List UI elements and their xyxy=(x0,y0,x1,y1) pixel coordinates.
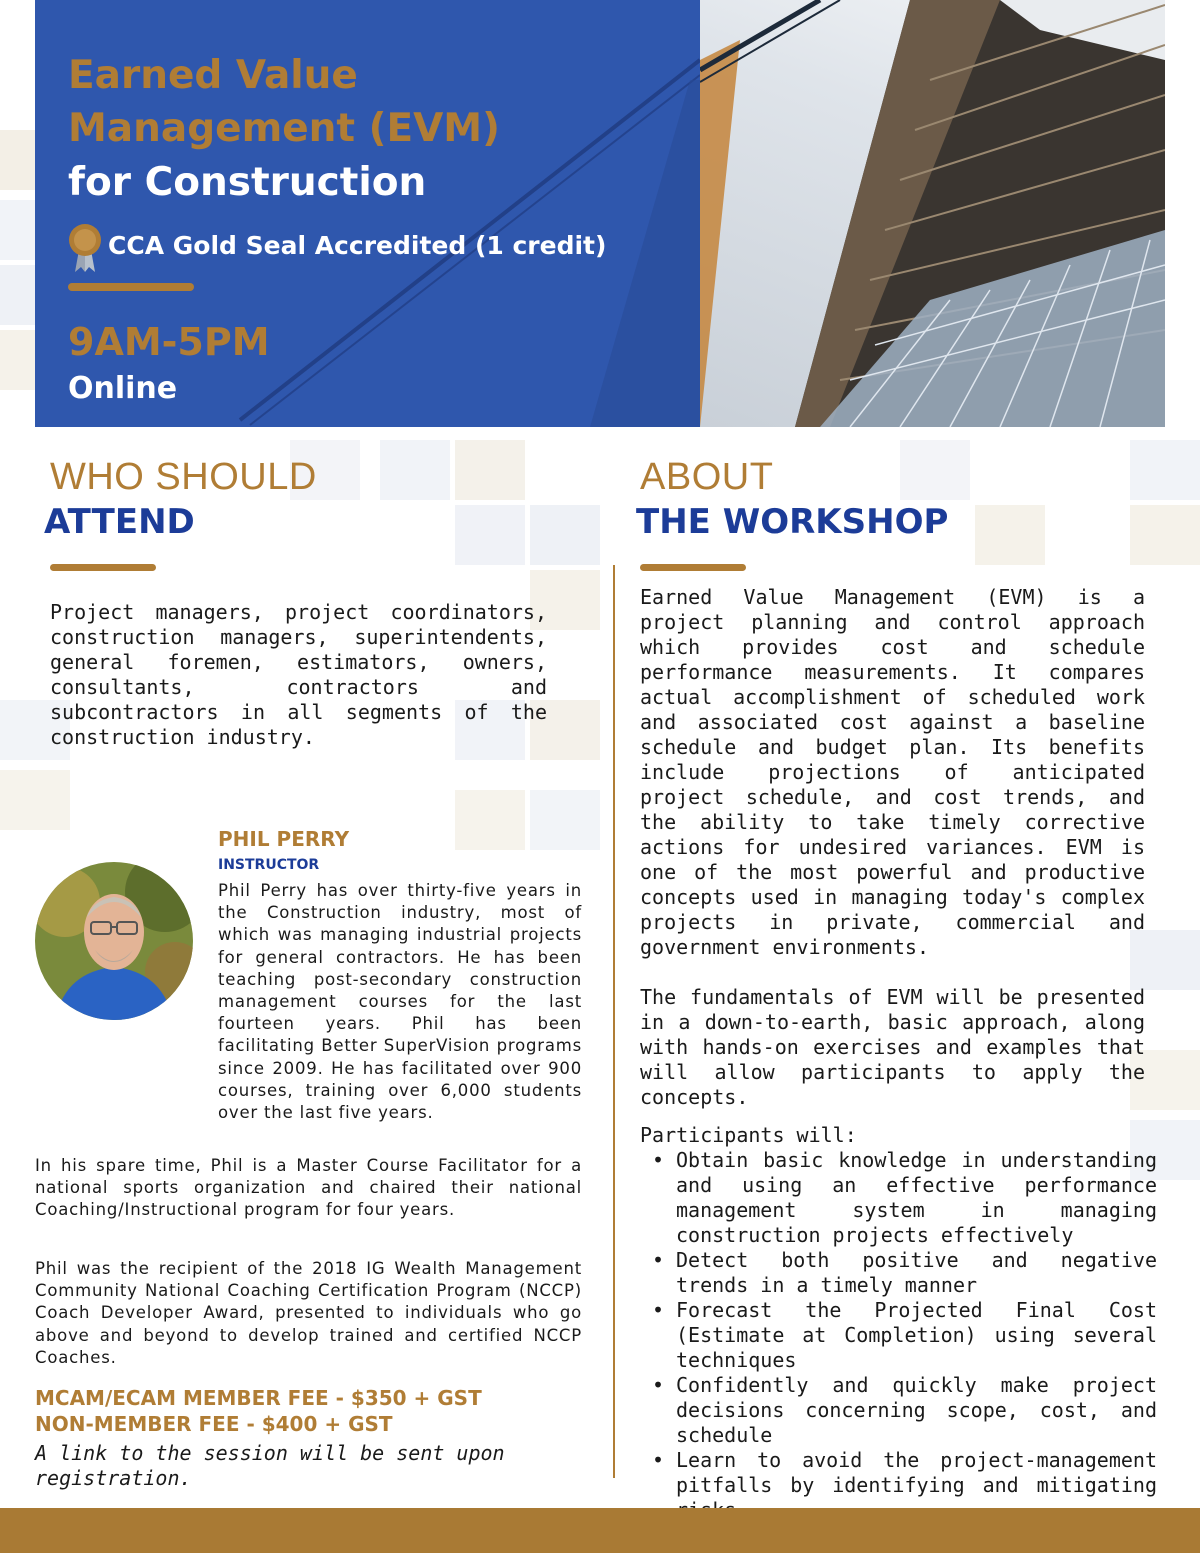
instructor-portrait xyxy=(35,862,193,1020)
list-item: • Learn to avoid the project-management pitfalls by identifying and mitigating xyxy=(652,1448,1157,1497)
instructor-bio: Phil Perry has over thirty-five years in the Construction industry, most of which was managing industrial projects for general contractors. He has been teaching post-secondary construction management courses for the last fourteen years. Phil has been facilitating Better SuperVision programs since 2009. He has facilitated over 900 courses, training over 6,000 students over the last five years. xyxy=(218,881,582,1123)
bullet-icon: • xyxy=(652,1373,665,1397)
non-member-fee: NON-MEMBER FEE - $400 + GST xyxy=(35,1412,393,1436)
instructor-name: PHIL PERRY xyxy=(218,827,350,851)
medal-icon xyxy=(66,222,104,274)
bullet-icon: • xyxy=(652,1448,665,1472)
bullet-icon: • xyxy=(652,1248,665,1272)
member-fee: MCAM/ECAM MEMBER FEE - $350 + GST xyxy=(35,1386,482,1410)
about-paragraph-2: The fundamentals of EVM will be presented in a down-to-earth, basic approach, along with hands-on exercises and examples that will allow participants to apply the concepts. xyxy=(640,985,1145,1109)
list-item: • Forecast the Projected Final Cost (Estimate at Completion) using several techniques xyxy=(652,1298,1157,1372)
who-heading-light: WHO SHOULD xyxy=(50,456,317,498)
instructor-role: INSTRUCTOR xyxy=(218,857,320,873)
about-heading-light: ABOUT xyxy=(640,456,774,498)
instructor-bio-2: In his spare time, Phil is a Master Course Facilitator for a national sports organization and chaired their national Coaching/Instructional program for four years. xyxy=(35,1156,582,1220)
column-divider xyxy=(613,565,615,1478)
bullet-icon: • xyxy=(652,1298,665,1322)
title-line-1: Earned Value xyxy=(68,53,358,98)
who-heading-rule xyxy=(50,564,156,571)
accreditation-text: CCA Gold Seal Accredited (1 credit) xyxy=(108,231,607,260)
registration-note: A link to the session will be sent upon registration. xyxy=(35,1441,505,1490)
building-crane-illustration xyxy=(700,0,1165,427)
list-item: • Obtain basic knowledge in understanding and using an effective performance management system in managing construction projects effectively xyxy=(652,1148,1157,1247)
title-line-3: for Construction xyxy=(68,160,427,205)
about-heading-bold: THE WORKSHOP xyxy=(636,502,949,542)
instructor-bio-3: Phil was the recipient of the 2018 IG Wealth Management Community National Coaching Certification Program (NCCP) Coach Developer Award, presented to individuals who go above and beyond to develop trained and certified NCCP Coaches. xyxy=(35,1259,582,1367)
list-item: • Confidently and quickly make project decisions concerning scope, cost, and schedule xyxy=(652,1373,1157,1447)
about-heading-rule xyxy=(640,564,746,571)
title-line-2: Management (EVM) xyxy=(68,106,500,151)
header-divider xyxy=(68,283,194,291)
who-body: Project managers, project coordinators, construction managers, superintendents, general foremen, estimators, owners, consultants, contractors and subcontractors in all segments of the construction industry. xyxy=(50,600,547,749)
list-item: • Detect both positive and negative trends in a timely manner xyxy=(652,1248,1157,1297)
event-time: 9AM-5PM xyxy=(68,320,270,364)
construction-photo xyxy=(700,0,1165,427)
event-location: Online xyxy=(68,371,178,406)
about-paragraph-1: Earned Value Management (EVM) is a project planning and control approach which provides cost and schedule performance measurements. It compares actual accomplishment of scheduled work and associated cost against a baseline schedule and budget plan. Its benefits include projections of anticipated project schedule, and cost trends, and the ability to take timely corrective actions for undesired variances. EVM is one of the most powerful and productive concepts used in managing today's complex projects in private, commercial and government environments. xyxy=(640,585,1145,959)
bullet-icon: • xyxy=(652,1148,665,1172)
who-heading-bold: ATTEND xyxy=(44,502,195,542)
participants-label: Participants will: xyxy=(640,1123,857,1147)
participants-list xyxy=(640,1148,1157,1523)
footer-bar xyxy=(0,1508,1200,1553)
avatar xyxy=(35,862,193,1020)
